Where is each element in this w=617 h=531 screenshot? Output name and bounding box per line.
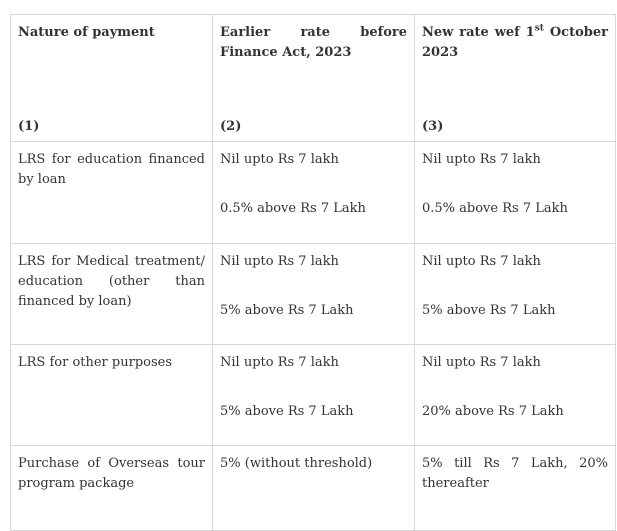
rate-line: 5% above Rs 7 Lakh (422, 303, 556, 318)
cell-nature: Purchase of Overseas tour program package (11, 446, 213, 531)
rate-line: Nil upto Rs 7 lakh (220, 254, 339, 269)
header-new-rate (415, 15, 616, 142)
table-row (11, 345, 616, 446)
rate-line: 5% till Rs 7 Lakh, 20% thereafter (422, 456, 608, 491)
header-title: Nature of payment (18, 25, 155, 40)
rate-line: 5% (without threshold) (220, 456, 373, 471)
rate-line: Nil upto Rs 7 lakh (422, 152, 541, 167)
rate-line: Nil upto Rs 7 lakh (422, 254, 541, 269)
header-number: (2) (220, 119, 242, 134)
header-title: Earlier rate before Finance Act, 2023 (220, 25, 407, 60)
cell-new-rate (415, 244, 616, 345)
header-number: (1) (18, 119, 40, 134)
rate-line: 0.5% above Rs 7 Lakh (422, 201, 568, 216)
cell-nature: LRS for Medical treatment/ education (other than financed by loan) (11, 244, 213, 345)
rate-line: Nil upto Rs 7 lakh (220, 355, 339, 370)
header-earlier-rate (213, 15, 415, 142)
header-title-superscript: st (534, 23, 544, 34)
cell-new-rate (415, 446, 616, 531)
rate-line: 20% above Rs 7 Lakh (422, 404, 564, 419)
rate-line: Nil upto Rs 7 lakh (422, 355, 541, 370)
header-title-part: October 2023 (422, 25, 608, 60)
table-row (11, 244, 616, 345)
cell-new-rate (415, 142, 616, 244)
cell-earlier-rate (213, 446, 415, 531)
cell-new-rate (415, 345, 616, 446)
table-row (11, 142, 616, 244)
header-nature-of-payment (11, 15, 213, 142)
cell-nature: LRS for education financed by loan (11, 142, 213, 244)
table-header-row (11, 15, 616, 142)
table-row (11, 446, 616, 531)
rate-line: 5% above Rs 7 Lakh (220, 303, 354, 318)
header-title-part: New rate wef 1 (422, 25, 535, 40)
header-number: (3) (422, 119, 444, 134)
header-title (422, 23, 608, 63)
rate-line: Nil upto Rs 7 lakh (220, 152, 339, 167)
rate-line: 5% above Rs 7 Lakh (220, 404, 354, 419)
tcs-rate-table (10, 14, 616, 531)
rate-line: 0.5% above Rs 7 Lakh (220, 201, 366, 216)
cell-earlier-rate (213, 244, 415, 345)
cell-earlier-rate (213, 345, 415, 446)
cell-earlier-rate (213, 142, 415, 244)
cell-nature: LRS for other purposes (11, 345, 213, 446)
